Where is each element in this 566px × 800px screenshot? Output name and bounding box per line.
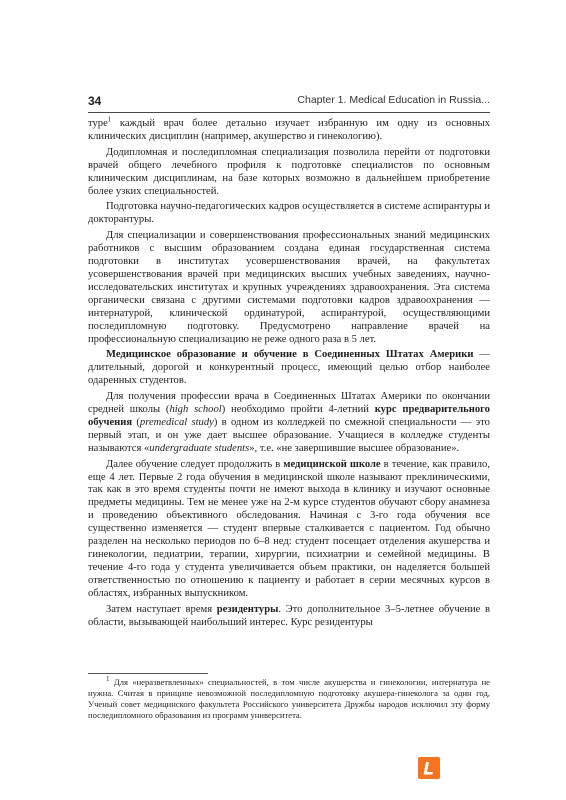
paragraph-4: Для специализации и совершенствования профессиональных знаний медицинских работников с высшим образованием создана единая государственная система подготовки в институтах усовершенствования врачей, на факультетах усовершенствования врачей при медицинских высших учебных заведениях, научно-исследовательских институтах и крупных учреждениях здравоохранения. Эта система органически связана с другими системами подготовки кадров здравоохранения — интернатурой, клинической ординатурой, аспирантурой, осуществляющими последипломную подготовку. Предусмотрено направление врачей на профессиональную специализацию не реже одного раза в 5 лет.	[88, 230, 490, 345]
footnote-text	[88, 677, 490, 721]
page-number: 34	[88, 94, 102, 108]
bold-span: Медицинское образование и обучение в Соединенных Штатах Америки	[106, 349, 474, 361]
text-span: Далее обучение следует продолжить в	[106, 458, 284, 470]
paragraph-7	[88, 459, 490, 601]
paragraph-6	[88, 391, 490, 456]
footnote	[88, 677, 490, 721]
paragraph-2: Додипломная и последипломная специализация позволила перейти от подготовки врачей общего лечебного профиля к подготовке специалистов по основным клиническим дисциплинам, на базе которых возможно в дальнейшем приобретение более узких специальностей.	[88, 146, 490, 197]
text-span: (	[132, 416, 140, 428]
text-span: Для «неразветвленных» специальностей, в том числе акушерства и гинекологии, интернатура не нужна. Считая в принципе невозможной последипломную подготовку акушера-гинеколога за один год, Ученый совет медицинского факультета Российского университета Дружбы народов исключил эту форму последипломного образования из программ университета.	[88, 677, 490, 720]
bold-span: резидентуры	[216, 603, 279, 615]
footnote-ref[interactable]: 1	[107, 115, 112, 124]
text-span: — длительный, дорогой и конкурентный процесс, имеющий целью отбор наиболее одаренных студентов.	[88, 349, 490, 387]
text-span: ) необходимо пройти 4-летний	[221, 404, 375, 416]
page-header	[88, 94, 490, 108]
text-span: туре	[88, 118, 108, 129]
text-span: каждый врач более детально изучает избранную им одну из основных клинических дисциплин (например, акушерство и гинекологию).	[88, 118, 490, 142]
text-span: Для получения профессии врача в Соединенных Штатах Америки по окончании средней школы (	[88, 391, 490, 416]
italic-span: undergraduate students	[149, 442, 250, 454]
paragraph-1	[88, 115, 490, 144]
body-text	[88, 115, 490, 632]
italic-span: premedical study	[139, 416, 214, 428]
text-span: ) в одном из колледжей по смежной специальности — это первый этап, и он уже дает высшее образование. Учащиеся в колледже студенты называются «	[88, 416, 490, 454]
litres-logo-icon[interactable]	[418, 757, 440, 779]
bold-span: курс предварительного обучения	[88, 404, 490, 428]
text-span: в течение, как правило, еще 4 лет. Первые 2 года обучения в медицинской школе называют преклиническими, так как в это время студенты почти не имеют выхода в клинику и изучают основные предметы медицины. Тем не менее уже на 2-м курсе студентов обучают сбору анамнеза и проведению объективного обследования. Начиная с 3-го года обучения все существенно изменяется — студент впервые сталкивается с пациентом. Год обычно разделен на несколько периодов по 6–8 нед: студент посещает отделения акушерства и гинекологии, педиатрии, терапии, хирургии, психиатрии и семейной медицины. В течение 4-го года у студента увеличивается объем практики, он наделяется большей ответственностью по отношению к пациенту и работает в серии месячных курсов в областях, избранных выпускником.	[88, 458, 490, 599]
bold-span: медицинской школе	[283, 458, 381, 470]
text-span: », т.е. «не завершившие высшее образование».	[249, 442, 460, 454]
text-span: . Это дополнительное 3–5-летнее обучение в области, вызывающей наибольший интерес. Курс резидентуры	[88, 603, 490, 628]
footnote-rule	[88, 673, 208, 674]
header-rule	[88, 112, 490, 113]
paragraph-3: Подготовка научно-педагогических кадров осуществляется в системе аспирантуры и докторантуры.	[88, 201, 490, 226]
text-span: Затем наступает время	[106, 603, 217, 615]
italic-span: high school	[169, 404, 222, 416]
paragraph-8	[88, 604, 490, 630]
paragraph-5	[88, 349, 490, 388]
running-head: Chapter 1. Medical Education in Russia...	[297, 94, 490, 106]
litres-logo-glyph	[418, 757, 440, 779]
footnote-marker: 1	[106, 675, 110, 684]
